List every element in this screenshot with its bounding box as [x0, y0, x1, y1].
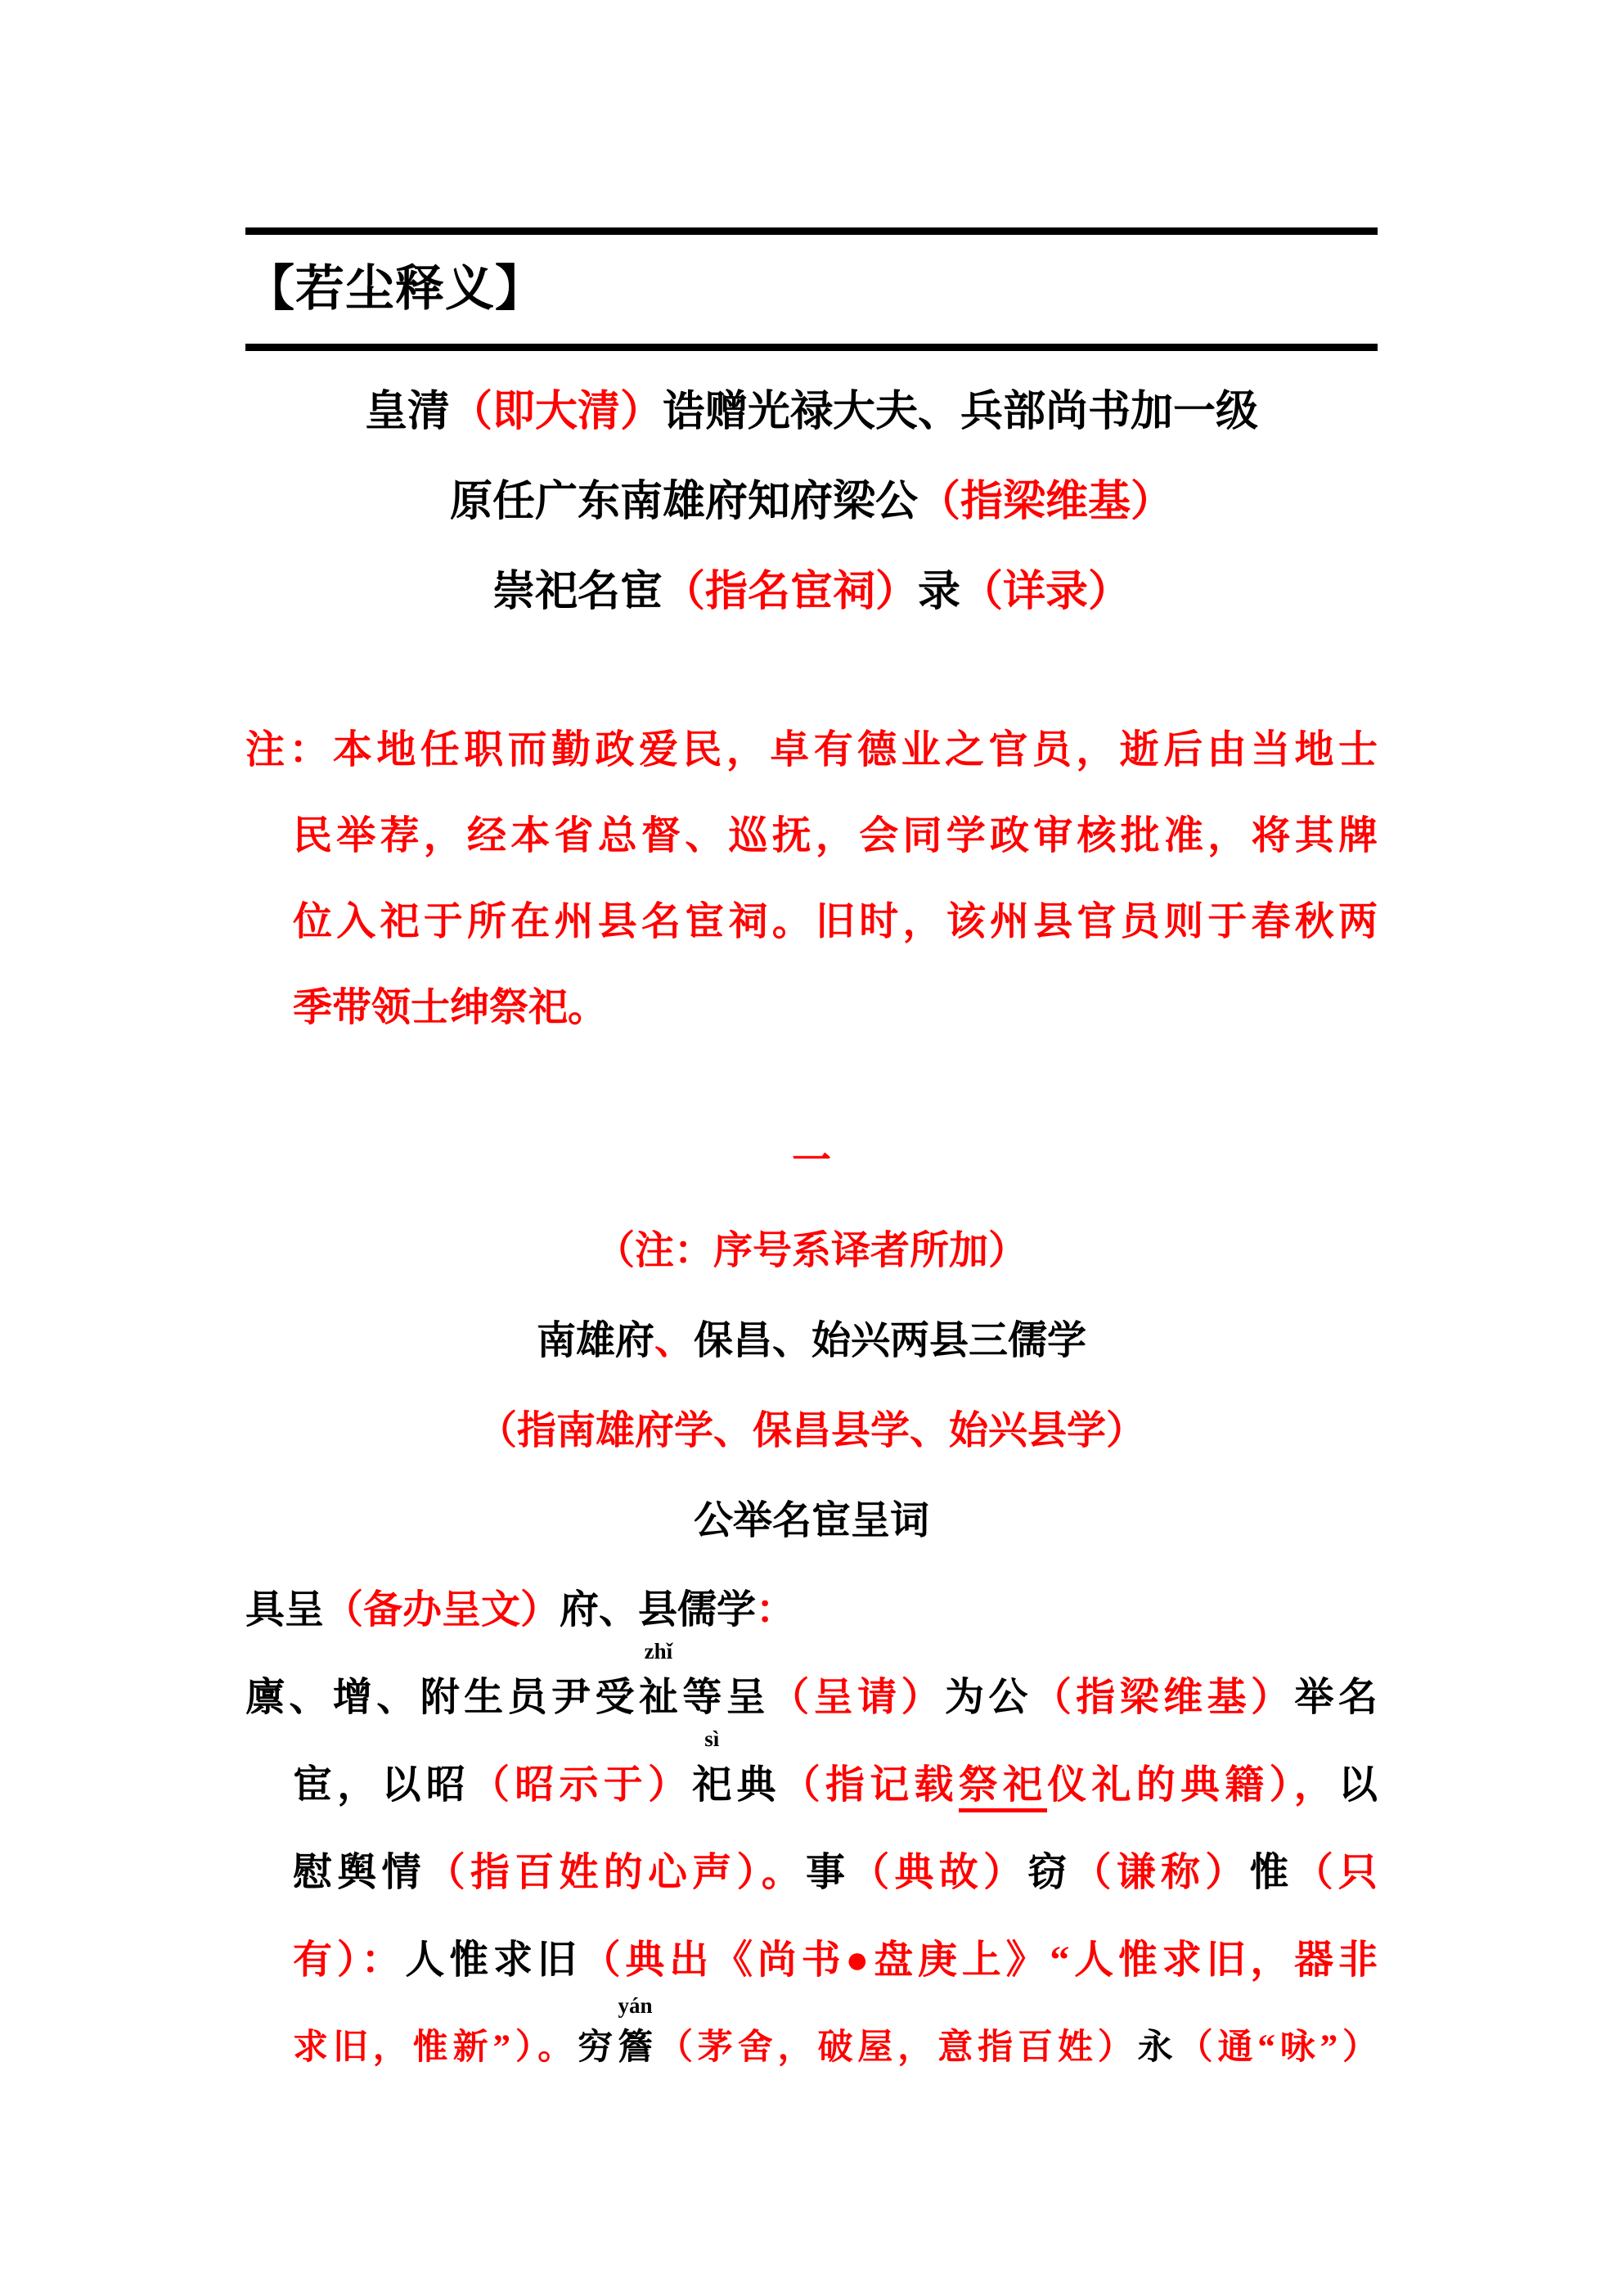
text-segment: 皇清	[364, 389, 450, 435]
divider-bottom	[245, 344, 1378, 351]
text-segment: （典出《尚书●盘庚上》“人惟求旧，器非	[581, 1938, 1378, 1982]
page-title-text: 【若尘释义】	[245, 262, 545, 316]
text-segment: （注：序号系译者所加）	[595, 1229, 1027, 1272]
text-segment: 崇祀名宦	[492, 569, 663, 615]
text-line	[245, 965, 1378, 1051]
text-segment: （即大清）	[449, 389, 663, 435]
text-segment: 慰舆情	[293, 1851, 426, 1894]
ruby-character	[638, 1639, 678, 1722]
text-segment: 求旧，惟新”）。	[293, 2028, 578, 2067]
text-segment: （指名宦祠）	[662, 569, 918, 615]
text-segment: 祭祀	[959, 1763, 1048, 1812]
ruby-character	[692, 1727, 732, 1809]
text-segment: （详录）	[960, 569, 1131, 615]
text-segment: 祉	[638, 1676, 678, 1719]
text-segment: （通“咏”）	[1177, 2028, 1378, 2067]
text-segment: 公举名宦呈词	[693, 1499, 929, 1542]
text-line	[245, 1386, 1378, 1476]
text-segment: （只	[1293, 1851, 1378, 1894]
text-segment: 诰赠光禄大夫、兵部尚书加一级	[663, 389, 1259, 435]
text-line	[245, 1993, 1378, 2091]
text-segment: 惟	[1249, 1851, 1294, 1894]
text-segment: ：	[756, 1588, 796, 1632]
text-segment: 以	[1338, 1763, 1378, 1807]
text-line	[245, 1206, 1378, 1296]
text-segment: 举名	[1294, 1676, 1378, 1719]
text-line	[245, 707, 1378, 793]
text-segment: 簷	[618, 2028, 654, 2067]
text-segment: 祀	[692, 1763, 732, 1807]
title-block	[245, 367, 1378, 637]
text-segment: （指南雄府学、保昌县学、始兴县学）	[477, 1409, 1145, 1452]
text-line	[245, 1476, 1378, 1566]
pinyin-annotation: zhǐ	[644, 1639, 673, 1663]
text-line	[245, 1639, 1378, 1741]
text-segment: （谦称）	[1072, 1851, 1250, 1894]
text-segment: （昭示于）	[470, 1763, 693, 1807]
text-line	[245, 457, 1378, 547]
text-segment: 民举荐，经本省总督、巡抚，会同学政审核批准，将其牌	[293, 814, 1378, 858]
text-segment: 录	[918, 569, 961, 615]
text-segment: 廪、增、附生员尹受	[245, 1676, 639, 1719]
text-line	[245, 1916, 1378, 2004]
text-segment: 仪礼的典籍），	[1047, 1763, 1338, 1807]
text-line	[245, 879, 1378, 965]
text-segment: 注：本地任职而勤政爱民，卓有德业之官员，逝后由当地士	[245, 728, 1378, 772]
text-line	[245, 1727, 1378, 1829]
text-segment: 季带领士绅祭祀。	[293, 986, 608, 1029]
text-segment: （指记载	[780, 1763, 959, 1807]
text-segment: 为公	[945, 1676, 1032, 1719]
page-title	[245, 235, 1378, 344]
text-segment: 原任广东南雄府知府梁公	[449, 479, 918, 525]
text-segment: 位入祀于所在州县名宦祠。旧时，该州县官员则于春秋两	[293, 900, 1378, 943]
section-block	[245, 1116, 1378, 1566]
text-segment: 典	[731, 1763, 781, 1807]
text-line	[245, 1566, 1378, 1654]
document-content	[245, 0, 1378, 2091]
text-line	[245, 1116, 1378, 1206]
text-segment: 等呈	[677, 1676, 771, 1719]
text-segment: 人惟求旧	[405, 1938, 582, 1982]
divider-top	[245, 227, 1378, 235]
pinyin-annotation: yán	[618, 1993, 653, 2018]
text-segment: （指百姓的心声）。	[425, 1851, 806, 1894]
note-block	[245, 707, 1378, 1051]
body-block	[245, 1566, 1378, 2091]
text-segment: （指梁维基）	[1032, 1676, 1295, 1719]
text-segment: 保昌、始兴两县三儒学	[694, 1319, 1087, 1362]
text-segment: 穷	[578, 2028, 618, 2067]
pinyin-annotation: sì	[704, 1727, 720, 1751]
text-line	[245, 1829, 1378, 1916]
text-line	[245, 547, 1378, 637]
text-segment: 永	[1137, 2028, 1178, 2067]
text-segment: 、	[654, 1319, 694, 1362]
text-segment: （呈请）	[770, 1676, 945, 1719]
ruby-character	[618, 1993, 654, 2069]
text-segment: （备办呈文）	[324, 1588, 560, 1632]
text-segment: 宦，以昭	[293, 1763, 470, 1807]
text-segment: 南雄府	[536, 1319, 654, 1362]
text-segment: 一	[791, 1139, 831, 1182]
text-line	[245, 1296, 1378, 1386]
text-segment: 府、县儒学	[560, 1588, 757, 1632]
text-segment: （茅舍，破屋，意指百姓）	[653, 2028, 1138, 2067]
text-line	[245, 793, 1378, 879]
text-segment: （指梁维基）	[918, 479, 1174, 525]
text-segment: 有）：	[293, 1938, 406, 1982]
text-segment: 事	[805, 1851, 851, 1894]
text-segment: 具呈	[245, 1588, 325, 1632]
text-segment: 窃	[1027, 1851, 1072, 1894]
text-segment: （典故）	[850, 1851, 1028, 1894]
text-line	[245, 367, 1378, 457]
